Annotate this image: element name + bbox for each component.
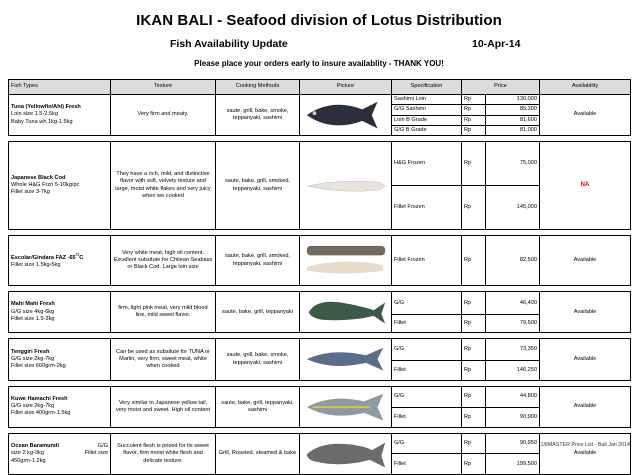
texture-cell: Very similar to Japanese yellow tail, very moist and sweet. High oil content [111,386,216,427]
fish-detail-text: Fillet size 1.5kg-5kg [11,262,61,269]
black-cod-image [300,142,392,230]
price-cell: 130,000 [486,95,540,105]
cooking-methods-cell: saute, grill, bake, smoke, teppanyaki, sashimi [216,339,300,380]
texture-cell: Very white meat, high oil content. Excellent subsitute for Chilean Seabass or Black Cod. Large loin size [111,236,216,286]
currency-cell: Rp [462,339,486,361]
price-cell: 90,950 [486,433,540,454]
fish-name-right: G/G [97,443,108,450]
fish-detail [11,356,108,363]
escolar-image [300,236,392,286]
texture-cell: Very firm and meaty. [111,95,216,136]
col-price: Price [462,80,540,95]
price-cell: 81,000 [486,125,540,135]
texture-cell: firm, light pink meat, very mild blood line, mild sweet flavor. [111,292,216,333]
specification-cell: Sashimi Loin [392,95,462,105]
fish-detail-text: G/G size 2kg-7kg [11,355,55,362]
specification-cell: Loin B Grade [392,115,462,125]
fish-name-text: Escolar/Gindara FAZ -65 [11,254,76,261]
fish-name [11,104,108,111]
table-row [9,433,631,454]
fish-detail-text: G/G size 4kg-6kg [11,308,55,315]
specification-cell: G/G B Grade [392,125,462,135]
fish-detail-text: size 2 kg-3kg [11,450,44,457]
fish-type-cell [9,236,111,286]
fish-detail-text: G/G size 2kg-7kg [11,403,55,410]
fish-name [11,252,108,262]
mahi-mahi-image [300,292,392,333]
baramundi-image [300,433,392,474]
fish-detail [11,111,108,118]
availability-cell: Available [540,95,631,136]
price-cell: 81,600 [486,115,540,125]
fish-name-text: Japanese Black Cod [11,174,66,181]
degree-unit: C [79,254,84,261]
col-texture: Texture [111,80,216,95]
table-header-row [9,80,631,95]
specification-cell: Fillet [392,454,462,475]
specification-cell: H&G Frozen [392,142,462,186]
currency-cell: Rp [462,433,486,454]
update-date: 10-Apr-14 [472,38,521,50]
footer-note: 1/6MASTER Price List - Bali Jan 2014 [540,442,630,448]
table-row [9,95,631,105]
fish-detail-text: Fillet size 1.5-3kg [11,315,55,322]
texture-cell: Can be used as subsitute for TUNA or Marlin, very firm, sweet meat, white when cooked [111,339,216,380]
fish-type-cell [9,433,111,474]
cooking-methods-cell: saute, bake, grill, teppanyaki, sashimi [216,386,300,427]
specification-cell: Fillet Frozen [392,186,462,230]
currency-cell: Rp [462,454,486,475]
price-cell: 73,350 [486,339,540,361]
price-cell: 90,900 [486,408,540,428]
price-cell: 75,000 [486,142,540,186]
availability-cell: Available [540,339,631,380]
fish-type-cell [9,386,111,427]
currency-cell: Rp [462,408,486,428]
availability-cell: Available [540,386,631,427]
degree-sup: O [75,252,80,258]
price-cell: 85,300 [486,105,540,115]
price-cell: 44,800 [486,386,540,408]
fish-name [11,443,108,450]
fish-detail [11,450,108,457]
fish-detail [11,403,108,410]
currency-cell: Rp [462,361,486,380]
texture-cell: Succulent flesh is prized for its sweet flavor, firm moist white flesh and delicate texture. [111,433,216,474]
specification-cell: Fillet [392,315,462,333]
col-cooking-methods: Cooking Methods [216,80,300,95]
page-subtitle: Fish Availability Update [170,38,288,50]
fish-detail-text: Loin size 1.5-2.5kg [11,111,58,118]
col-availability: Availability [540,80,631,95]
fish-detail [11,262,108,269]
price-cell: 146,250 [486,361,540,380]
specification-cell: G/G [392,433,462,454]
fish-name-text: Tuna (Yellowfin/Ahi) Fresh [11,104,81,111]
tenggiri-image [300,339,392,380]
table-row [9,292,631,315]
fish-name-text: Kuwe Hamachi Fresh [11,395,68,402]
specification-cell: Fillet Frozen [392,236,462,286]
fish-detail-text: Fillet size 3-7kg [11,189,50,196]
availability-cell: Available [540,236,631,286]
specification-cell: Fillet [392,361,462,380]
table-row [9,142,631,186]
fish-detail [11,119,108,126]
specification-cell: G/G Sashimi [392,105,462,115]
fish-detail-text: Whole H&G Frzn 5-10kg/pc [11,182,80,189]
currency-cell: Rp [462,95,486,105]
currency-cell: Rp [462,115,486,125]
specification-cell: G/G [392,292,462,315]
price-cell: 79,500 [486,315,540,333]
fish-name [11,301,108,308]
currency-cell: Rp [462,315,486,333]
price-cell: 82,500 [486,236,540,286]
fish-detail [11,363,108,370]
currency-cell: Rp [462,292,486,315]
fish-detail [11,182,108,189]
fish-type-cell [9,142,111,230]
currency-cell: Rp [462,236,486,286]
fish-name [11,175,108,182]
fish-detail-text: 450grm-1.2kg [11,457,46,464]
fish-detail [11,189,108,196]
fish-type-cell [9,292,111,333]
texture-cell: They have a rich, mild, and distinctive flavor with soft, velvety texture and large, moist white flakes and very juicy when we cooked [111,142,216,230]
price-cell: 46,400 [486,292,540,315]
page-title: IKAN BALI - Seafood division of Lotus Distribution [136,12,502,29]
fish-detail-text: Baby Tuna wh 1kg-1.5kg [11,118,73,125]
fish-name-text: Ocean Baramundi [11,443,59,450]
table-row [9,386,631,408]
currency-cell: Rp [462,142,486,186]
fish-availability-table [8,79,631,475]
table-row [9,236,631,286]
cooking-methods-cell: saute, grill, bake, smoke, teppanyaki, sashimi [216,95,300,136]
specification-cell: G/G [392,386,462,408]
fish-name [11,349,108,356]
fish-detail [11,309,108,316]
col-picture: Picture [300,80,392,95]
hamachi-image [300,386,392,427]
currency-cell: Rp [462,125,486,135]
order-notice: Please place your orders early to insure availablity - THANK YOU! [194,59,444,68]
table-row [9,339,631,361]
fish-name-text: Tenggiri Fresh [11,348,50,355]
currency-cell: Rp [462,186,486,230]
fish-detail-right: Fillet size [84,450,108,457]
cooking-methods-cell: Grill, Roasted, steamed & bake [216,433,300,474]
fish-type-cell [9,339,111,380]
price-cell: 145,000 [486,186,540,230]
currency-cell: Rp [462,386,486,408]
fish-detail [11,410,108,417]
fish-detail [11,316,108,323]
specification-cell: G/G [392,339,462,361]
availability-cell: Available [540,292,631,333]
cooking-methods-cell: saute, bake, grill, teppanyaki [216,292,300,333]
tuna-image [300,95,392,136]
fish-name-text: Mahi Mahi Fresh [11,301,55,308]
fish-detail-text: Fillet size 600grm-2kg [11,363,66,370]
price-cell: 199,500 [486,454,540,475]
cooking-methods-cell: saute, bake, grill, smoked, teppanyaki, sashimi [216,142,300,230]
col-specification: Specification [392,80,462,95]
availability-cell: Available [540,433,631,474]
fish-name [11,396,108,403]
cooking-methods-cell: saute, bake, grill, smoked, teppanyaki, sashimi [216,236,300,286]
specification-cell: Fillet [392,408,462,428]
col-fish-types: Fish Types [9,80,111,95]
currency-cell: Rp [462,105,486,115]
fish-type-cell [9,95,111,136]
fish-detail-text: Fillet size 400grm-1.5kg [11,410,71,417]
fish-detail [11,458,108,465]
availability-cell: NA [540,142,631,230]
